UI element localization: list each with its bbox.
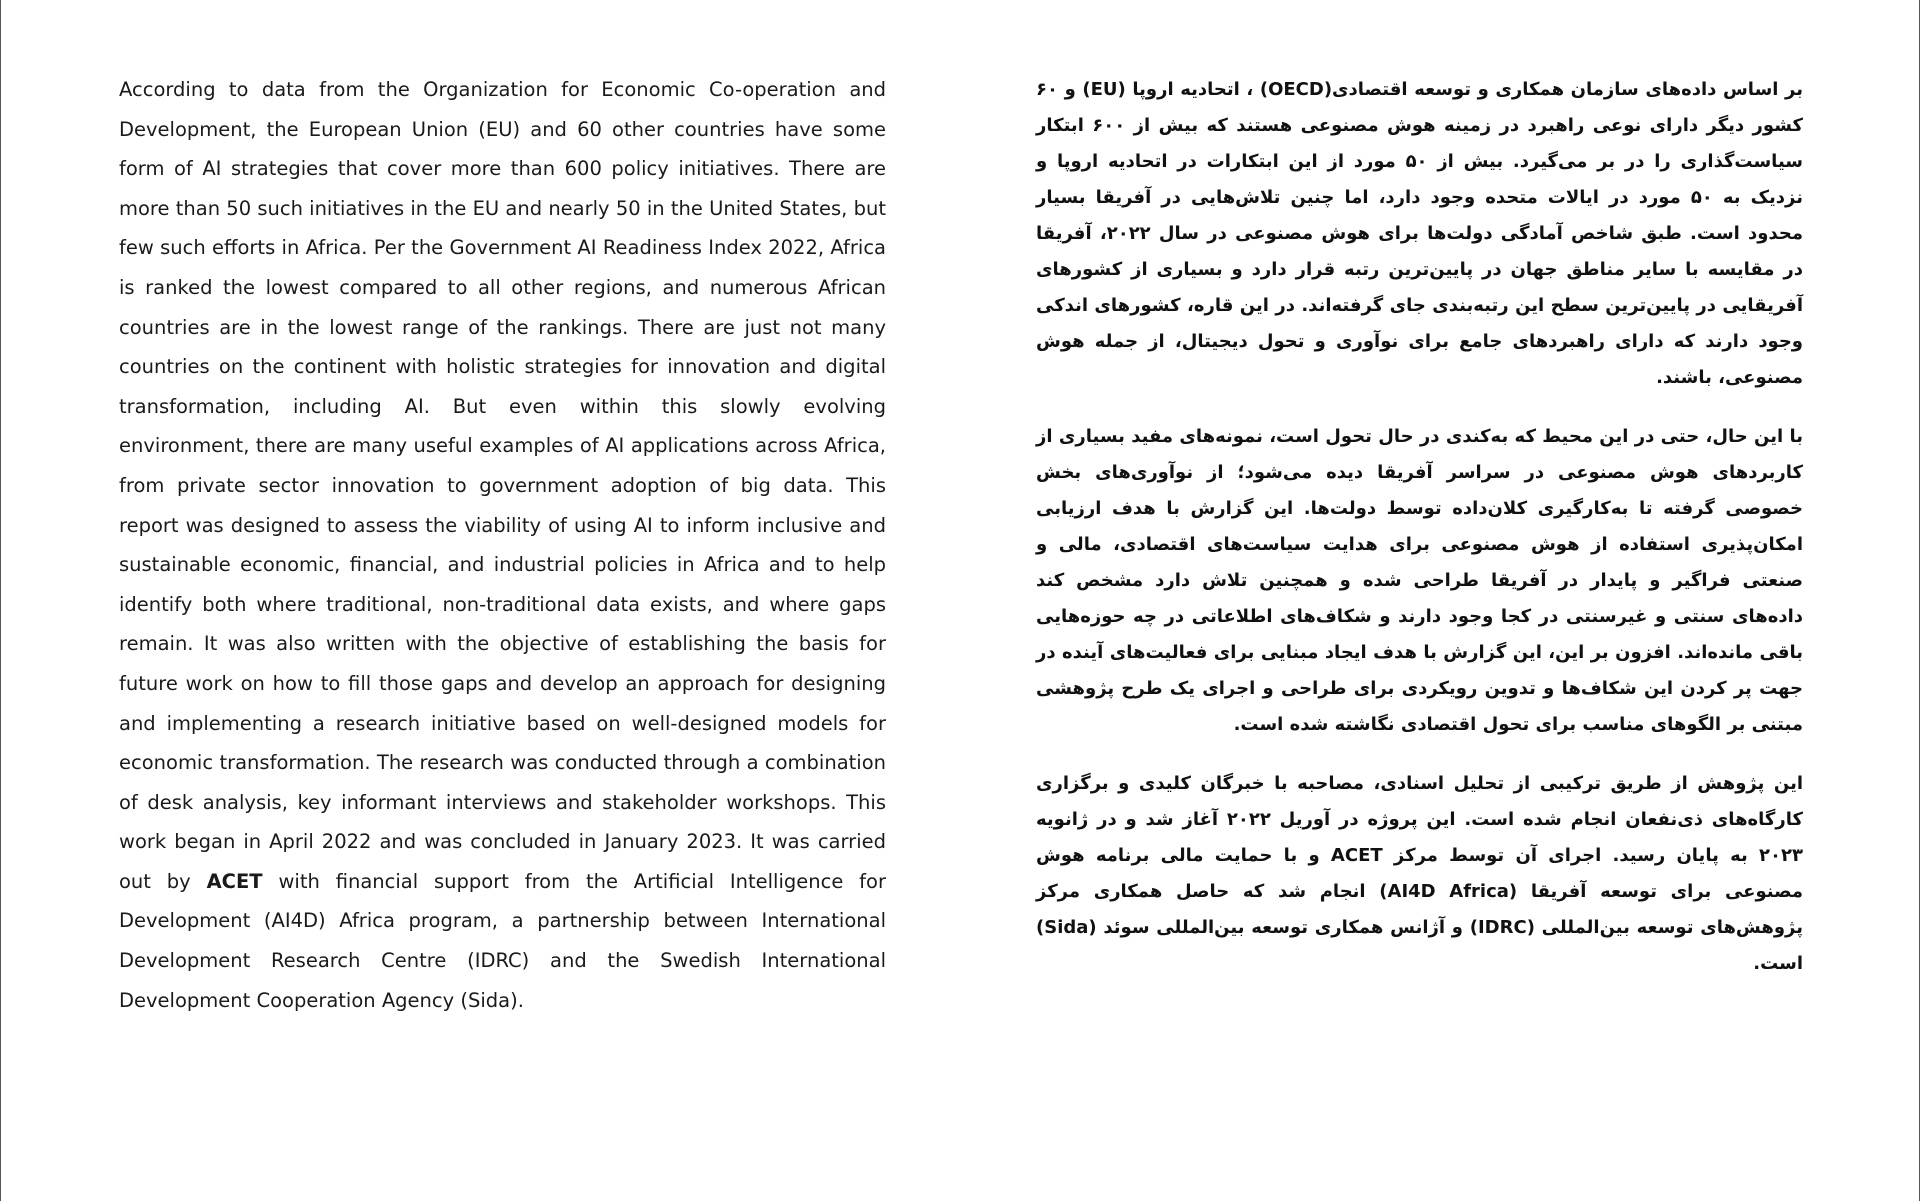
- acet-bold-name: ACET: [206, 869, 263, 893]
- page-left-border: [0, 0, 1, 1201]
- english-text-part2: with financial support from the Artificial Intelligence for Development (AI4D) Africa program, a partnership between International Development Research Centre (IDRC) and the Swedish International Development Cooperation Agency (Sida).: [119, 869, 886, 1012]
- english-column: [119, 70, 886, 1020]
- persian-paragraph-3: این پژوهش از طریق ترکیبی از تحلیل اسنادی، مصاحبه با خبرگان کلیدی و برگزاری کارگاه‌های ذی‌نفعان انجام شده است. این پروژه در آوریل ۲۰۲۲ آغاز شد و در ژانویه ۲۰۲۳ به پایان رسید. اجرای آن توسط مرکز ACET و با حمایت مالی برنامه هوش مصنوعی برای توسعه آفریقا (AI4D Africa) انجام شد که حاصل همکاری مرکز پژوهش‌های توسعه بین‌المللی (IDRC) و آژانس همکاری توسعه بین‌المللی سوئد (Sida) است.: [1036, 773, 1803, 974]
- persian-column: [1036, 72, 1803, 982]
- english-paragraph: [119, 70, 886, 1020]
- persian-paragraph-2: با این حال، حتی در این محیط که به‌کندی در حال تحول است، نمونه‌های مفید بسیاری از کاربردهای هوش مصنوعی در سراسر آفریقا دیده می‌شود؛ از نوآوری‌های بخش خصوصی گرفته تا به‌کارگیری کلان‌داده توسط دولت‌ها. این گزارش با هدف ارزیابی امکان‌پذیری استفاده از هوش مصنوعی برای هدایت سیاست‌های اقتصادی، مالی و صنعتی فراگیر و پایدار در آفریقا طراحی شده و همچنین تلاش دارد مشخص کند داده‌های سنتی و غیرسنتی در کجا وجود دارند و شکاف‌های اطلاعاتی در چه حوزه‌هایی باقی مانده‌اند. افزون بر این، این گزارش با هدف ایجاد مبنایی برای فعالیت‌های آینده در جهت پر کردن این شکاف‌ها و تدوین رویکردی برای طراحی و اجرای یک طرح پژوهشی مبتنی بر الگوهای مناسب برای تحول اقتصادی نگاشته شده است.: [1036, 426, 1803, 735]
- english-text-part1: According to data from the Organization for Economic Co-operation and Development, the European Union (EU) and 60 other countries have some form of AI strategies that cover more than 600 policy initiatives. There are more than 50 such initiatives in the EU and nearly 50 in the United States, but few such efforts in Africa. Per the Government AI Readiness Index 2022, Africa is ranked the lowest compared to all other regions, and numerous African countries are in the lowest range of the rankings. There are just not many countries on the continent with holistic strategies for innovation and digital transformation, including AI. But even within this slowly evolving environment, there are many useful examples of AI applications across Africa, from private sector innovation to government adoption of big data. This report was designed to assess the viability of using AI to inform inclusive and sustainable economic, financial, and industrial policies in Africa and to help identify both where traditional, non-traditional data exists, and where gaps remain. It was also written with the objective of establishing the basis for future work on how to fill those gaps and develop an approach for designing and implementing a research initiative based on well-designed models for economic transformation. The research was conducted through a combination of desk analysis, key informant interviews and stakeholder workshops. This work began in April 2022 and was concluded in January 2023. It was carried out by: [119, 78, 886, 893]
- persian-paragraph-1: بر اساس داده‌های سازمان همکاری و توسعه اقتصادی(OECD) ، اتحادیه اروپا (EU) و ۶۰ کشور دیگر دارای نوعی راهبرد در زمینه هوش مصنوعی هستند که بیش از ۶۰۰ ابتکار سیاست‌گذاری را در بر می‌گیرد. بیش از ۵۰ مورد از این ابتکارات در اتحادیه اروپا و نزدیک به ۵۰ مورد در ایالات متحده وجود دارد، اما چنین تلاش‌هایی در آفریقا بسیار محدود است. طبق شاخص آمادگی دولت‌ها برای هوش مصنوعی در سال ۲۰۲۲، آفریقا در مقایسه با سایر مناطق جهان در پایین‌ترین رتبه قرار دارد و بسیاری از کشورهای آفریقایی در پایین‌ترین سطح این رتبه‌بندی جای گرفته‌اند. در این قاره، کشورهای اندکی وجود دارند که دارای راهبردهای جامع برای نوآوری و تحول دیجیتال، از جمله هوش مصنوعی، باشند.: [1036, 79, 1804, 388]
